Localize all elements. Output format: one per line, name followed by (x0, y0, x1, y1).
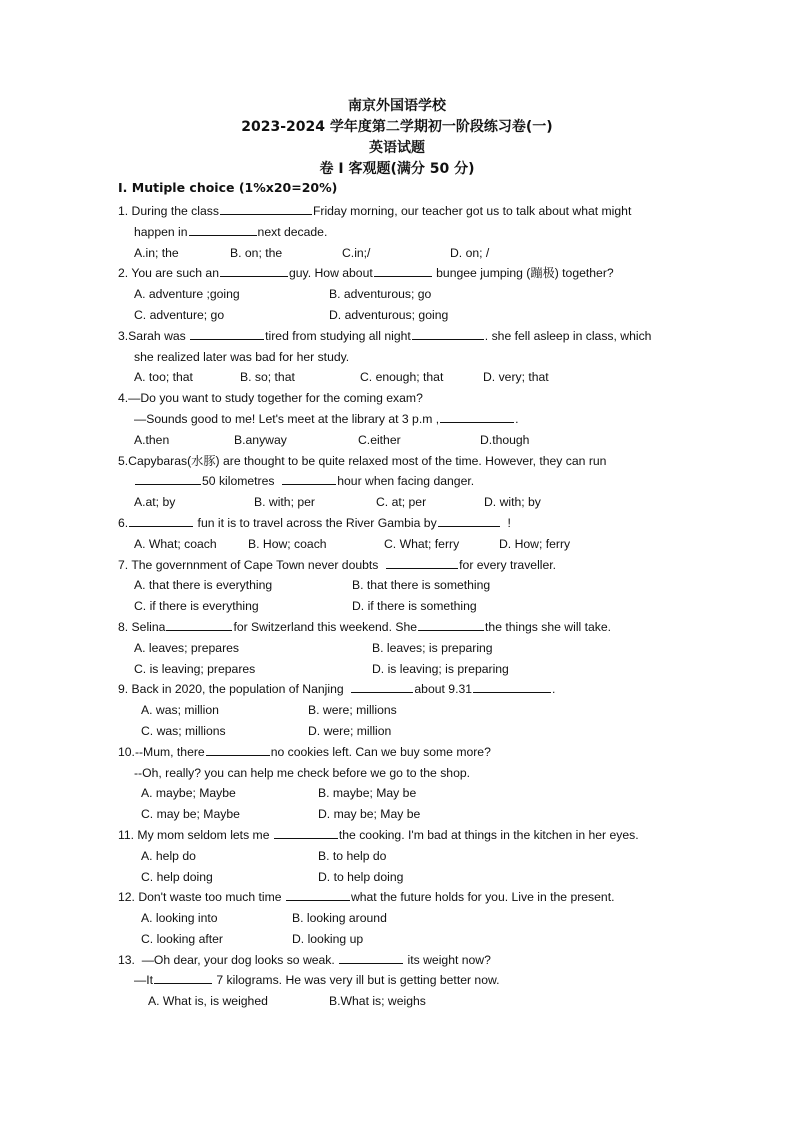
options-row (118, 243, 678, 264)
answer-blank[interactable] (220, 263, 288, 277)
text-segment: fun it is to travel across the River Gambia by (194, 515, 437, 530)
options-row (118, 659, 678, 680)
question-1 (118, 201, 678, 263)
question-stem (118, 201, 678, 222)
text-segment: for Switzerland this weekend. She (233, 619, 418, 634)
option-c[interactable]: C. if there is everything (134, 599, 259, 614)
option-b[interactable]: B. maybe; May be (318, 786, 417, 801)
text-segment: for every traveller. (459, 557, 557, 572)
options-row (118, 908, 678, 929)
answer-blank[interactable] (135, 471, 201, 485)
question-continuation (118, 347, 678, 368)
text-segment: next decade. (257, 224, 328, 239)
option-a[interactable]: A. What is, is weighed (148, 994, 268, 1009)
answer-blank[interactable] (438, 513, 500, 527)
option-b[interactable]: B. with; per (254, 495, 315, 510)
answer-blank[interactable] (189, 222, 257, 236)
options-row (118, 534, 678, 555)
option-a[interactable]: A. too; that (134, 370, 193, 385)
text-segment: 1. During the class (118, 204, 219, 218)
option-b[interactable]: B. looking around (292, 911, 387, 926)
text-segment: bungee jumping (蹦极) together? (432, 266, 614, 281)
answer-blank[interactable] (282, 471, 336, 485)
option-b[interactable]: B. on; the (230, 245, 283, 260)
option-d[interactable]: D. looking up (292, 931, 364, 946)
option-b[interactable]: B.anyway (234, 432, 287, 447)
text-segment: 50 kilometres (202, 474, 282, 489)
text-segment: what the future holds for you. Live in the present. (350, 890, 615, 905)
options-row (118, 867, 678, 888)
text-segment: --Oh, really? you can help me check before we go to the shop. (134, 765, 471, 780)
question-continuation (118, 222, 678, 243)
answer-blank[interactable] (412, 326, 484, 340)
text-segment: 4.—Do you want to study together for the coming exam? (118, 391, 423, 406)
question-continuation (118, 970, 678, 991)
question-stem (118, 513, 678, 534)
answer-blank[interactable] (351, 679, 413, 693)
text-segment: —It (134, 973, 153, 988)
options-row (118, 991, 678, 1012)
option-b[interactable]: B. to help do (318, 848, 387, 863)
question-stem (118, 617, 678, 638)
text-segment: . (515, 411, 519, 426)
section-title: I. Mutiple choice (1%x20=20%) (118, 180, 338, 195)
text-segment: 13. —Oh dear, your dog looks so weak. (118, 952, 339, 967)
question-3 (118, 326, 678, 388)
option-b[interactable]: B. adventurous; go (329, 287, 432, 302)
text-segment: 6. (118, 515, 129, 530)
subject-title: 英语试题 (369, 140, 425, 156)
option-b[interactable]: B. leaves; is preparing (372, 640, 493, 655)
option-a[interactable]: A. maybe; Maybe (141, 786, 236, 801)
option-c[interactable]: C.either (358, 432, 401, 447)
answer-blank[interactable] (339, 950, 403, 964)
text-segment: ! (500, 515, 511, 530)
option-d[interactable]: D. were; million (308, 723, 392, 738)
option-d[interactable]: D. if there is something (352, 599, 477, 614)
question-stem (118, 887, 678, 908)
question-stem (118, 451, 678, 472)
answer-blank[interactable] (418, 617, 484, 631)
option-a[interactable]: A. that there is everything (134, 578, 273, 593)
option-c[interactable]: C. at; per (376, 495, 427, 510)
part-title: 卷 I 客观题(满分 50 分) (319, 161, 475, 177)
answer-blank[interactable] (220, 201, 312, 215)
question-continuation (118, 471, 678, 492)
option-d[interactable]: D. to help doing (318, 869, 404, 884)
text-segment: happen in (134, 224, 188, 239)
answer-blank[interactable] (129, 513, 193, 527)
text-segment: Friday morning, our teacher got us to talk about what might (312, 204, 632, 218)
question-stem (118, 950, 678, 971)
text-segment: —Sounds good to me! Let's meet at the library at 3 p.m , (134, 411, 440, 426)
text-segment: . (552, 682, 556, 697)
option-d[interactable]: D. How; ferry (499, 536, 571, 551)
options-row (118, 929, 678, 950)
text-segment: its weight now? (404, 952, 491, 967)
question-stem (118, 825, 678, 846)
option-a[interactable]: A. adventure ;going (134, 287, 240, 302)
option-d[interactable]: D. adventurous; going (329, 307, 449, 322)
text-segment: 11. My mom seldom lets me (118, 827, 273, 842)
answer-blank[interactable] (190, 326, 264, 340)
question-6 (118, 513, 678, 555)
question-9 (118, 679, 678, 741)
option-a[interactable]: A. What; coach (134, 536, 217, 551)
text-segment: 9. Back in 2020, the population of Nanjing (118, 682, 351, 697)
text-segment: she realized later was bad for her study. (134, 349, 350, 364)
option-a[interactable]: A. help do (141, 848, 196, 863)
question-10 (118, 742, 678, 825)
option-b[interactable]: B. were; millions (308, 703, 397, 718)
question-continuation (118, 763, 678, 784)
option-a[interactable]: A.then (134, 432, 170, 447)
text-segment: 2. You are such an (118, 266, 219, 281)
text-segment: tired from studying all night (265, 328, 411, 343)
question-stem (118, 555, 678, 576)
text-segment: 12. Don't waste too much time (118, 890, 285, 905)
text-segment: . she fell asleep in class, which (484, 328, 652, 343)
text-segment: 7 kilograms. He was very ill but is getting better now. (212, 973, 500, 988)
option-c[interactable]: C. is leaving; prepares (134, 661, 256, 676)
text-segment: the cooking. I'm bad at things in the kitchen in her eyes. (338, 827, 639, 842)
option-a[interactable]: A. looking into (141, 911, 218, 926)
option-c[interactable]: C. enough; that (360, 370, 444, 385)
options-row (118, 492, 678, 513)
answer-blank[interactable] (386, 555, 458, 569)
text-segment: 10.--Mum, there (118, 744, 205, 759)
option-c[interactable]: C.in;/ (342, 245, 371, 260)
answer-blank[interactable] (286, 887, 350, 901)
text-segment: 8. Selina (118, 619, 166, 634)
answer-blank[interactable] (154, 970, 212, 984)
option-c[interactable]: C. was; millions (141, 723, 226, 738)
answer-blank[interactable] (473, 679, 551, 693)
options-row (118, 367, 678, 388)
option-d[interactable]: D. on; / (450, 245, 490, 260)
text-segment: about 9.31 (414, 682, 473, 697)
option-d[interactable]: D.though (480, 432, 530, 447)
option-c[interactable]: C. adventure; go (134, 307, 225, 322)
option-c[interactable]: C. help doing (141, 869, 213, 884)
question-11 (118, 825, 678, 887)
question-stem (118, 326, 678, 347)
option-a[interactable]: A. was; million (141, 703, 219, 718)
option-a[interactable]: A.in; the (134, 245, 179, 260)
exam-title: 2023-2024 学年度第二学期初一阶段练习卷(一) (241, 119, 553, 135)
text-segment: 5.Capybaras(水豚) are thought to be quite relaxed most of the time. However, they can run (118, 453, 607, 468)
question-stem (118, 388, 678, 409)
options-row (118, 783, 678, 804)
options-row (118, 430, 678, 451)
text-segment: 3.Sarah was (118, 328, 190, 343)
question-8 (118, 617, 678, 679)
question-stem (118, 679, 678, 700)
text-segment: hour when facing danger. (337, 474, 475, 489)
text-segment: the things she will take. (485, 619, 612, 634)
options-row (118, 596, 678, 617)
text-segment: no cookies left. Can we buy some more? (270, 744, 491, 759)
option-d[interactable]: D. may be; May be (318, 807, 421, 822)
text-segment: 7. The governnment of Cape Town never doubts (118, 557, 386, 572)
question-2 (118, 263, 678, 325)
options-row (118, 305, 678, 326)
option-a[interactable]: A.at; by (134, 495, 176, 510)
options-row (118, 575, 678, 596)
question-continuation (118, 409, 678, 430)
exam-header (0, 96, 794, 180)
option-b[interactable]: B.What is; weighs (329, 994, 426, 1009)
option-c[interactable]: C. What; ferry (384, 536, 460, 551)
question-12 (118, 887, 678, 949)
options-row (118, 804, 678, 825)
option-b[interactable]: B. so; that (240, 370, 295, 385)
option-a[interactable]: A. leaves; prepares (134, 640, 240, 655)
answer-blank[interactable] (166, 617, 232, 631)
option-c[interactable]: C. looking after (141, 931, 223, 946)
answer-blank[interactable] (440, 409, 514, 423)
option-d[interactable]: D. is leaving; is preparing (372, 661, 509, 676)
options-row (118, 700, 678, 721)
option-b[interactable]: B. that there is something (352, 578, 491, 593)
options-row (118, 638, 678, 659)
option-d[interactable]: D. very; that (483, 370, 549, 385)
answer-blank[interactable] (274, 825, 338, 839)
text-segment: guy. How about (288, 266, 373, 281)
question-list (118, 201, 678, 1012)
options-row (118, 846, 678, 867)
option-b[interactable]: B. How; coach (248, 536, 327, 551)
option-d[interactable]: D. with; by (484, 495, 541, 510)
question-stem (118, 742, 678, 763)
options-row (118, 721, 678, 742)
question-stem (118, 263, 678, 284)
school-name: 南京外国语学校 (348, 98, 446, 114)
answer-blank[interactable] (374, 263, 432, 277)
answer-blank[interactable] (206, 742, 270, 756)
question-13 (118, 950, 678, 1012)
options-row (118, 284, 678, 305)
option-c[interactable]: C. may be; Maybe (141, 807, 240, 822)
question-5 (118, 451, 678, 513)
question-7 (118, 555, 678, 617)
question-4 (118, 388, 678, 450)
